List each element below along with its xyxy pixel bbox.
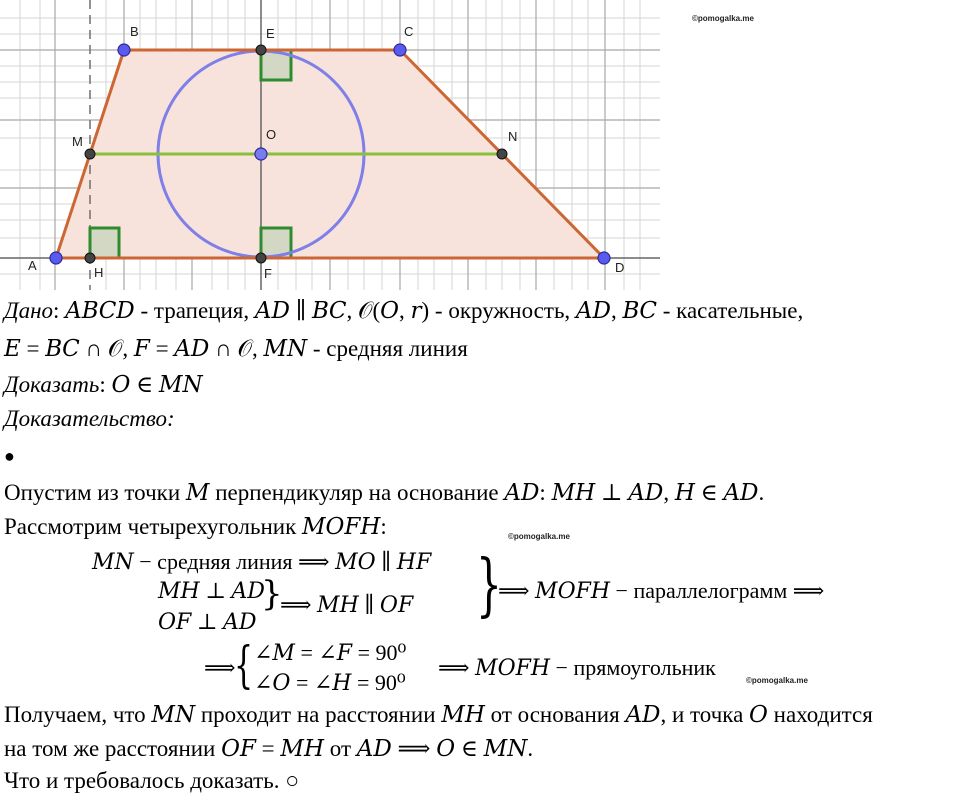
watermark: ©pomogalka.me — [746, 676, 808, 685]
system-line-2b: 𝑂𝐹 ⊥ 𝐴𝐷 — [158, 609, 257, 634]
prove-line — [4, 372, 203, 398]
prove-value: : 𝑂 ∈ 𝑀𝑁 — [99, 372, 203, 397]
label-b: B — [130, 24, 139, 39]
system-line-3b: ∠𝑂 = ∠𝐻 = 90⁰ — [254, 670, 406, 695]
label-m: M — [72, 134, 83, 149]
point-m — [85, 149, 95, 159]
point-f — [256, 253, 266, 263]
label-h: H — [94, 265, 104, 280]
point-d — [598, 252, 610, 264]
system-line-2c: ⟹ 𝑀𝐻 ∥ 𝑂𝐹 — [280, 592, 414, 617]
left-brace: { — [234, 636, 254, 694]
label-e: E — [266, 26, 275, 41]
system-2-arrow: ⟹ — [204, 655, 236, 680]
given-label: Дано — [4, 298, 54, 323]
system-line-3c: ⟹ 𝑀𝑂𝐹𝐻 − прямоугольник — [438, 655, 716, 680]
given-line-2: 𝐸 = 𝐵𝐶 ∩ 𝒪, 𝐹 = 𝐴𝐷 ∩ 𝒪, 𝑀𝑁 - средняя линия — [4, 336, 468, 361]
label-f: F — [264, 266, 272, 281]
system-line-1: 𝑀𝑁 − средняя линия ⟹ 𝑀𝑂 ∥ 𝐻𝐹 — [92, 549, 432, 574]
system-line-3a: ∠𝑀 = ∠𝐹 = 90⁰ — [254, 640, 407, 665]
point-o — [255, 148, 267, 160]
proof-step-1: Опустим из точки 𝑀 перпендикуляр на основание 𝐴𝐷: 𝑀𝐻 ⊥ 𝐴𝐷, 𝐻 ∈ 𝐴𝐷. — [4, 480, 765, 505]
given-line-1 — [4, 298, 803, 324]
point-c — [394, 44, 406, 56]
label-n: N — [508, 129, 518, 144]
qed-line: Что и требовалось доказать. ○ — [4, 768, 300, 793]
system-result: ⟹ 𝑀𝑂𝐹𝐻 − параллелограмм ⟹ — [498, 578, 825, 603]
point-e — [256, 45, 266, 55]
point-b — [118, 44, 130, 56]
prove-label: Доказать — [4, 372, 100, 397]
geometry-figure — [0, 0, 960, 292]
right-angle-h — [90, 228, 119, 258]
point-h — [85, 253, 95, 263]
inner-brace: } — [261, 574, 283, 614]
outer-brace: } — [476, 546, 502, 625]
watermark: ©pomogalka.me — [692, 14, 754, 23]
point-a — [50, 252, 62, 264]
label-c: C — [404, 24, 414, 39]
proof-heading: Доказательство: — [4, 406, 175, 431]
label-d: D — [615, 260, 625, 275]
point-n — [497, 149, 507, 159]
conclusion-line-2: на том же расстоянии 𝑂𝐹 = 𝑀𝐻 от 𝐴𝐷 ⟹ 𝑂 ∈ 𝑀𝑁. — [4, 736, 534, 761]
label-a: A — [28, 258, 37, 273]
bullet: ● — [4, 446, 15, 466]
watermark: ©pomogalka.me — [508, 532, 570, 541]
proof-step-2: Рассмотрим четырехугольник 𝑀𝑂𝐹𝐻: — [4, 514, 387, 539]
system-line-2a: 𝑀𝐻 ⊥ 𝐴𝐷 — [158, 578, 265, 603]
conclusion-line-1: Получаем, что 𝑀𝑁 проходит на расстоянии 𝑀𝐻 от основания 𝐴𝐷, и точка 𝑂 находится — [4, 702, 873, 727]
label-o: O — [266, 127, 277, 142]
given-text-1: : 𝐴𝐵𝐶𝐷 - трапеция, 𝐴𝐷 ∥ 𝐵𝐶, 𝒪(𝑂, 𝑟) - окружность, 𝐴𝐷, 𝐵𝐶 - касательные, — [53, 298, 804, 323]
